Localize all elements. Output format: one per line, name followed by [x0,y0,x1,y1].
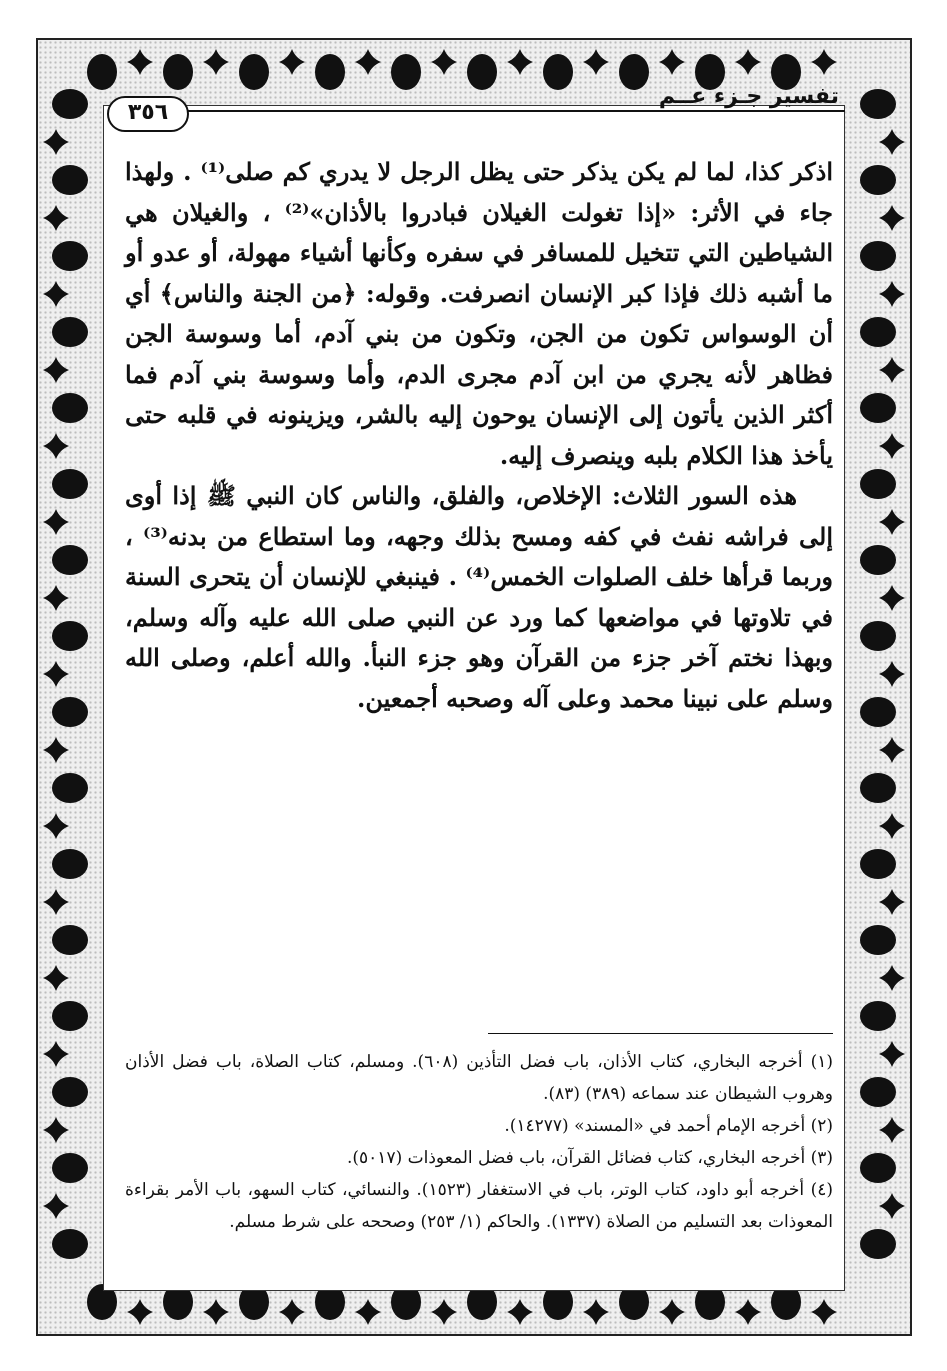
lobe-ornament [860,925,896,955]
star-ornament [43,1117,69,1143]
lobe-ornament [860,469,896,499]
lobe-ornament [52,241,88,271]
lobe-ornament [860,241,896,271]
lobe-ornament [860,621,896,651]
lobe-ornament [52,1077,88,1107]
star-ornament [879,129,905,155]
lobe-ornament [860,773,896,803]
star-ornament [879,205,905,231]
star-ornament [879,1117,905,1143]
lobe-ornament [52,469,88,499]
lobe-ornament [52,925,88,955]
star-ornament [879,813,905,839]
star-ornament [431,1299,457,1325]
star-ornament [127,1299,153,1325]
star-ornament [735,49,761,75]
star-ornament [879,1193,905,1219]
star-ornament [583,49,609,75]
star-ornament [879,661,905,687]
lobe-ornament [860,89,896,119]
star-ornament [879,737,905,763]
star-ornament [43,357,69,383]
star-ornament [43,965,69,991]
lobe-ornament [52,1001,88,1031]
lobe-ornament [52,621,88,651]
lobe-ornament [860,545,896,575]
lobe-ornament [52,773,88,803]
lobe-ornament [860,317,896,347]
star-ornament [203,1299,229,1325]
page-header [103,82,845,125]
star-ornament [43,509,69,535]
star-ornament [583,1299,609,1325]
star-ornament [43,205,69,231]
star-ornament [659,49,685,75]
star-ornament [811,1299,837,1325]
star-ornament [879,965,905,991]
star-ornament [43,281,69,307]
lobe-ornament [52,165,88,195]
star-ornament [879,281,905,307]
star-ornament [355,49,381,75]
lobe-ornament [860,165,896,195]
star-ornament [355,1299,381,1325]
star-ornament [879,433,905,459]
star-ornament [43,1193,69,1219]
star-ornament [43,585,69,611]
page-number: ٣٥٦ [107,96,189,132]
star-ornament [811,49,837,75]
lobe-ornament [860,849,896,879]
lobe-ornament [52,317,88,347]
star-ornament [879,357,905,383]
book-title: تفسير جـزء عــم [658,84,839,109]
lobe-ornament [52,697,88,727]
star-ornament [43,813,69,839]
star-ornament [507,49,533,75]
paragraph: اذكر كذا، لما لم يكن يذكر حتى يظل الرجل لا يدري كم صلى⁽¹⁾ . ولهذا جاء في الأثر: «إذا تغولت الغيلان فبادروا بالأذان»⁽²⁾ ، والغيلان هي الشياطين التي تتخيل للمسافر في سفره وكأنها أشياء مهولة، أو عدو أو ما أشبه ذلك فإذا كبر الإنسان انصرفت. وقوله: ﴿من الجنة والناس﴾ أي أن الوسواس تكون من الجن، وتكون من بني آدم، أما وسوسة الجن فظاهر لأنه يجري من ابن آدم مجرى الدم، وأما وسوسة بني آدم فما أكثر الذين يأتون إلى الإنسان يوحون إليه بالشر، ويزينونه في قلبه حتى يأخذ هذا الكلام بلبه وينصرف إليه. [125,157,834,470]
star-ornament [43,889,69,915]
star-ornament [279,49,305,75]
star-ornament [879,509,905,535]
lobe-ornament [52,1229,88,1259]
lobe-ornament [52,393,88,423]
footnote: (٤) أخرجه أبو داود، كتاب الوتر، باب في الاستغفار (١٥٢٣). والنسائي، كتاب السهو، باب الأمر بقراءة المعوذات بعد التسليم من الصلاة (١٣٣٧). والحاكم (١/ ٢٥٣) وصححه على شرط مسلم. [125,1180,833,1232]
lobe-ornament [860,1153,896,1183]
lobe-ornament [52,849,88,879]
star-ornament [127,49,153,75]
star-ornament [43,737,69,763]
lobe-ornament [52,89,88,119]
star-ornament [203,49,229,75]
star-ornament [43,1041,69,1067]
star-ornament [879,1041,905,1067]
lobe-ornament [860,393,896,423]
footnote: (١) أخرجه البخاري، كتاب الأذان، باب فضل التأذين (٦٠٨). ومسلم، كتاب الصلاة، باب فضل الأذان وهروب الشيطان عند سماعه (٣٨٩) (٨٣). [125,1052,833,1104]
footnote: (٣) أخرجه البخاري، كتاب فضائل القرآن، باب فضل المعوذات (٥٠١٧). [347,1148,833,1168]
star-ornament [43,661,69,687]
star-ornament [659,1299,685,1325]
star-ornament [735,1299,761,1325]
lobe-ornament [860,1077,896,1107]
star-ornament [507,1299,533,1325]
footnote-separator [488,1033,833,1034]
footnote: (٢) أخرجه الإمام أحمد في «المسند» (١٤٢٧٧). [504,1116,833,1136]
star-ornament [879,585,905,611]
lobe-ornament [52,545,88,575]
star-ornament [879,889,905,915]
lobe-ornament [860,1229,896,1259]
header-rule [187,110,845,112]
main-text [125,152,833,719]
lobe-ornament [860,1001,896,1031]
paragraph: هذه السور الثلاث: الإخلاص، والفلق، والناس كان النبي ﷺ إذا أوى إلى فراشه نفث في كفه ومسح بذلك وجهه، وما استطاع من بدنه⁽³⁾ ، وربما قرأها خلف الصلوات الخمس⁽⁴⁾ . فينبغي للإنسان أن يتحرى السنة في تلاوتها في مواضعها كما ورد عن النبي صلى الله عليه وآله وسلم، وبهذا نختم آخر جزء من القرآن وهو جزء النبأ. والله أعلم، وصلى الله وسلم على نبينا محمد وعلى آله وصحبه أجمعين. [125,481,834,713]
star-ornament [279,1299,305,1325]
lobe-ornament [52,1153,88,1183]
lobe-ornament [860,697,896,727]
star-ornament [43,129,69,155]
footnotes [125,1046,833,1238]
star-ornament [431,49,457,75]
star-ornament [43,433,69,459]
